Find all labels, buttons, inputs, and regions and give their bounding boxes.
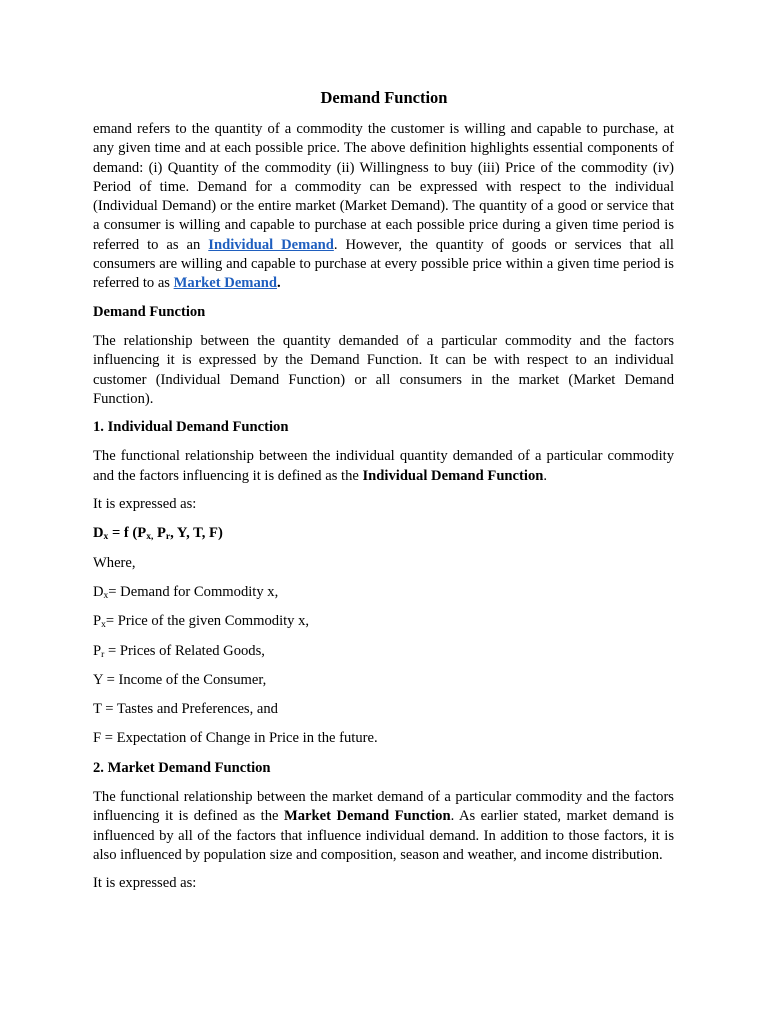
- market-demand-heading: 2. Market Demand Function: [93, 759, 271, 776]
- market-expressed-as-label: It is expressed as:: [93, 875, 197, 892]
- definition-item: $P_x=$ Price of the given Commodity x,: [93, 613, 310, 631]
- intro-paragraph: [93, 120, 674, 294]
- definition-item: $P_r$ = Prices of Related Goods,: [93, 642, 265, 660]
- market-demand-paragraph: The functional relationship between the market demand of a particular commodity and the factors influencing it is defined as the Market Demand Function. As earlier stated, market demand is influenced by all of the factors that influence individual demand. In addition to those factors, it is also influenced by population size and composition, season and weather, and income distribution.: [93, 789, 674, 863]
- definition-item: F = Expectation of Change in Price in the future.: [93, 730, 378, 747]
- market-demand-link[interactable]: Market Demand: [173, 275, 277, 292]
- expressed-as-label: It is expressed as:: [93, 496, 197, 513]
- intro-text-2: . However, the quantity of goods or services that all consumers are willing and capable to purchase at every possible price within a given time period is referred to as: [93, 236, 674, 292]
- intro-text-1: emand refers to the quantity of a commodity the customer is willing and capable to purchase, at any given time and at each possible price. The above definition highlights essential components of demand: (i) Quantity of the commodity (ii) Willingness to buy (iii) Price of the commodity (iv) Period of time. Demand for a commodity can be expressed with respect to the individual (Individual Demand) or the entire market (Market Demand). The quantity of a good or service that a consumer is willing and capable to purchase at each possible price during a given time period is referred to as an: [93, 121, 674, 253]
- individual-demand-heading: 1. Individual Demand Function: [93, 419, 289, 436]
- individual-demand-formula: $D_x = f$ ($P_{x,}$ $P_r$, Y, T, F): [93, 525, 223, 543]
- individual-demand-link[interactable]: Individual Demand: [208, 236, 334, 253]
- page-title: Demand Function: [320, 88, 448, 107]
- where-label: Where,: [93, 554, 136, 571]
- definition-item: Y = Income of the Consumer,: [93, 671, 267, 688]
- document-body: [93, 120, 674, 904]
- definition-item: $D_x=$ Demand for Commodity x,: [93, 583, 279, 601]
- definition-item: T = Tastes and Preferences, and: [93, 701, 278, 718]
- intro-text-3: .: [276, 275, 281, 292]
- demand-function-paragraph: The relationship between the quantity demanded of a particular commodity and the factors influencing it is expressed by the Demand Function. It can be with respect to an individual customer (Individual Demand Function) or all consumers in the market (Market Demand Function).: [93, 332, 674, 407]
- individual-demand-paragraph: The functional relationship between the individual quantity demanded of a particular commodity and the factors influencing it is defined as the Individual Demand Function.: [93, 448, 674, 484]
- demand-function-heading: Demand Function: [93, 303, 206, 320]
